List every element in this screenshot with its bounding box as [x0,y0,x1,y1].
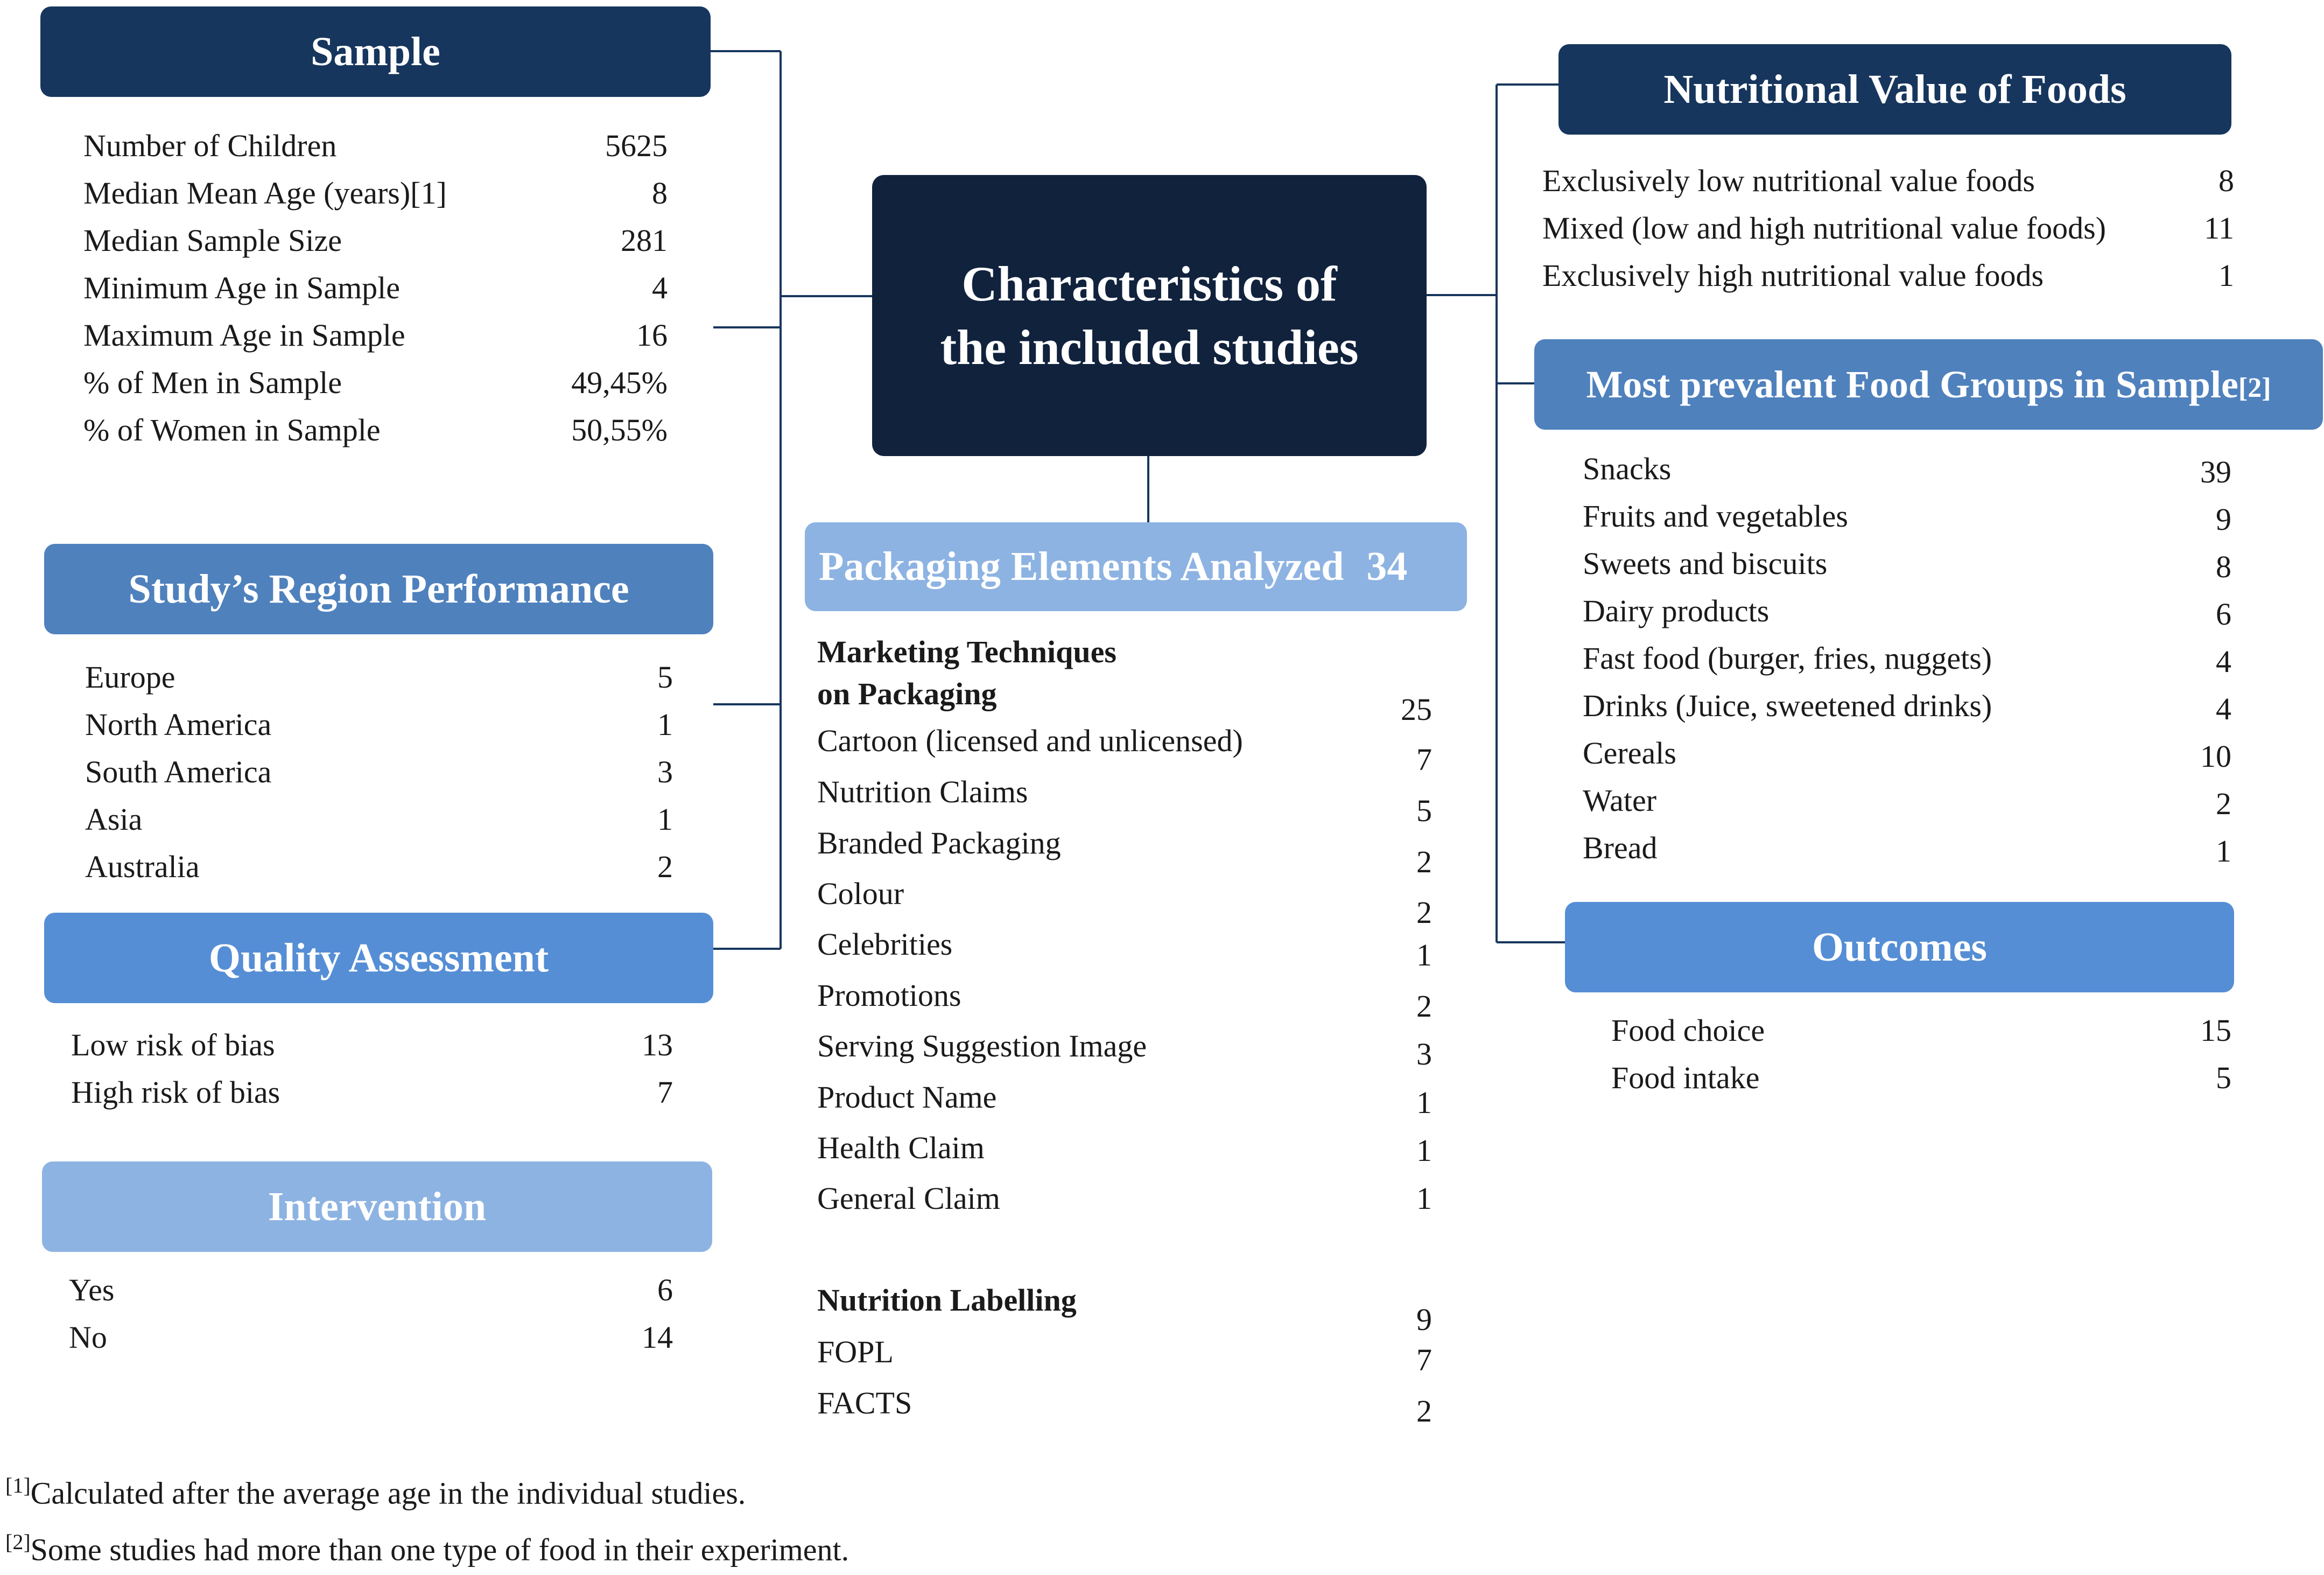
packaging-row [817,767,1432,828]
row-label: Maximum Age in Sample [83,317,405,353]
quality-header: Quality Assessment [44,913,713,1003]
row-label: % of Men in Sample [83,365,342,400]
row-label: Bread [1583,830,1658,865]
row-value: 14 [642,1319,673,1355]
marketing-techniques-label [817,631,1117,715]
row-label: Fruits and vegetables [1583,498,1848,534]
footnote-1 [5,1473,746,1511]
row-value: 1 [2218,257,2234,293]
food-group-row [1583,776,2231,824]
row-value: 7 [657,1074,673,1110]
footnote-text: Calculated after the average age in the individual studies. [30,1475,746,1511]
packaging-count: 34 [1366,544,1408,589]
outcome-row [1611,1053,2231,1102]
row-label: Branded Packaging [817,825,1061,860]
food-group-row [1583,539,2231,587]
food-groups-title: Most prevalent Food Groups in Sample [1586,362,2238,406]
row-value: 6 [657,1272,673,1307]
row-label: Australia [85,849,200,884]
row-value: 9 [1416,1301,1432,1337]
row-value: 10 [2200,738,2231,774]
packaging-row [817,869,1432,930]
food-groups-header [1534,339,2323,430]
marketing-line2: on Packaging [817,676,997,711]
footnote-text: Some studies had more than one type of food in their experiment. [30,1532,849,1567]
row-label: Celebrities [817,926,953,962]
row-label: Product Name [817,1079,997,1115]
row-label: FACTS [817,1385,912,1420]
row-value: 50,55% [571,412,668,447]
row-label: Low risk of bias [71,1027,275,1062]
row-value: 2 [1416,844,1432,879]
row-label: Median Sample Size [83,222,342,258]
row-value: 1 [1416,1180,1432,1216]
row-label: Nutrition Claims [817,774,1028,809]
row-value: 1 [657,801,673,837]
row-label: Promotions [817,977,961,1013]
labelling-row [817,1378,1432,1427]
row-value: 49,45% [571,365,668,400]
packaging-row [817,920,1432,972]
packaging-title: Packaging Elements Analyzed [819,544,1344,589]
intervention-header: Intervention [42,1161,712,1252]
sample-row [83,169,668,217]
row-value: 8 [2216,549,2231,584]
nutritional-row [1542,204,2234,252]
row-value: 1 [2216,833,2231,869]
region-row [85,842,673,891]
row-label: Snacks [1583,451,1672,486]
footnote-2 [5,1529,849,1567]
row-value: 2 [657,849,673,884]
intervention-row [69,1313,673,1361]
center-title-box [872,175,1427,456]
row-value: 4 [2216,691,2231,726]
row-label: Food choice [1611,1012,1765,1048]
row-value: 5 [1416,793,1432,828]
center-title-line1: Characteristics of [961,256,1337,311]
marketing-line1: Marketing Techniques [817,634,1117,669]
row-label: General Claim [817,1180,1000,1216]
row-label: Food intake [1611,1060,1760,1095]
row-label: High risk of bias [71,1074,280,1110]
row-value: 1 [1416,1084,1432,1120]
packaging-row [817,716,1432,777]
row-label: Median Mean Age (years)[1] [83,175,447,211]
row-label: South America [85,754,272,789]
row-value: 11 [2204,210,2234,246]
region-row [85,795,673,843]
packaging-row [817,1021,1432,1070]
row-label: Mixed (low and high nutritional value foods) [1542,210,2107,246]
row-label: No [69,1319,107,1355]
footnote-mark: [2] [5,1530,31,1554]
packaging-row [817,971,1432,1024]
row-value: 7 [1416,1342,1432,1377]
row-value: 1 [1416,937,1432,972]
row-value: 5625 [605,128,668,163]
row-value: 2 [1416,894,1432,930]
row-label: Exclusively high nutritional value foods [1542,257,2044,293]
footnote-mark: [1] [5,1473,31,1497]
row-label: Fast food (burger, fries, nuggets) [1583,640,1992,676]
row-value: 5 [2216,1060,2231,1095]
intervention-row [69,1265,673,1314]
row-value: 1 [1416,1132,1432,1168]
food-groups-title-note: [2] [2238,372,2271,403]
nutritional-header: Nutritional Value of Foods [1558,44,2231,135]
row-label: Drinks (Juice, sweetened drinks) [1583,688,1992,723]
row-value: 2 [2216,786,2231,821]
nutrition-labelling-label: Nutrition Labelling [817,1283,1077,1318]
row-label: Exclusively low nutritional value foods [1542,163,2035,198]
row-label: FOPL [817,1334,894,1369]
row-label: Dairy products [1583,593,1770,628]
row-value: 7 [1416,741,1432,777]
row-label: Europe [85,659,175,695]
row-value: 2 [1416,1393,1432,1429]
region-header: Study’s Region Performance [44,544,713,634]
food-group-row [1583,492,2231,540]
row-label: Cartoon (licensed and unlicensed) [817,723,1243,758]
outcomes-header: Outcomes [1565,902,2234,992]
row-value: 3 [1416,1036,1432,1072]
row-label: Water [1583,782,1657,818]
sample-row [83,216,668,264]
row-value: 15 [2200,1012,2231,1048]
region-row [85,747,673,796]
row-label: Asia [85,801,143,837]
food-group-row [1583,586,2231,635]
quality-row [71,1020,673,1069]
food-group-row [1583,823,2231,872]
packaging-row [817,818,1432,879]
row-value: 39 [2200,454,2231,489]
row-label: Cereals [1583,735,1676,771]
row-value: 9 [2216,501,2231,537]
row-label: Colour [817,876,904,911]
row-label: % of Women in Sample [83,412,381,447]
labelling-row [817,1327,1432,1376]
food-group-row [1583,444,2231,493]
row-label: Sweets and biscuits [1583,545,1828,581]
row-label: Minimum Age in Sample [83,270,401,305]
row-value: 4 [2216,643,2231,679]
row-label: North America [85,706,272,742]
packaging-row [817,1174,1432,1222]
sample-row [83,311,668,359]
outcome-row [1611,1006,2231,1054]
region-row [85,700,673,748]
nutritional-row [1542,251,2234,299]
row-value: 8 [2218,163,2234,198]
row-value: 8 [652,175,668,211]
row-value: 4 [652,270,668,305]
sample-row [83,358,668,407]
food-group-row [1583,729,2231,777]
row-label: Yes [69,1272,115,1307]
packaging-header [805,522,1467,611]
row-value: 2 [1416,988,1432,1024]
row-label: Number of Children [83,128,337,163]
row-value: 6 [2216,596,2231,632]
row-value: 1 [657,706,673,742]
row-value: 16 [636,317,668,353]
food-group-row [1583,681,2231,730]
row-label: Health Claim [817,1130,985,1165]
row-value: 13 [642,1027,673,1062]
row-value: 3 [657,754,673,789]
sample-row [83,121,668,170]
row-label: Serving Suggestion Image [817,1028,1147,1063]
quality-row [71,1068,673,1116]
packaging-row [817,1123,1432,1172]
packaging-row [817,1073,1432,1121]
row-value: 281 [621,222,668,258]
nutritional-row [1542,156,2234,205]
sample-row [83,263,668,312]
region-row [85,653,673,701]
sample-row [83,405,668,454]
center-title-line2: the included studies [940,320,1359,375]
row-value: 5 [657,659,673,695]
sample-header: Sample [40,6,711,97]
row-value: 25 [1401,691,1432,727]
food-group-row [1583,634,2231,682]
